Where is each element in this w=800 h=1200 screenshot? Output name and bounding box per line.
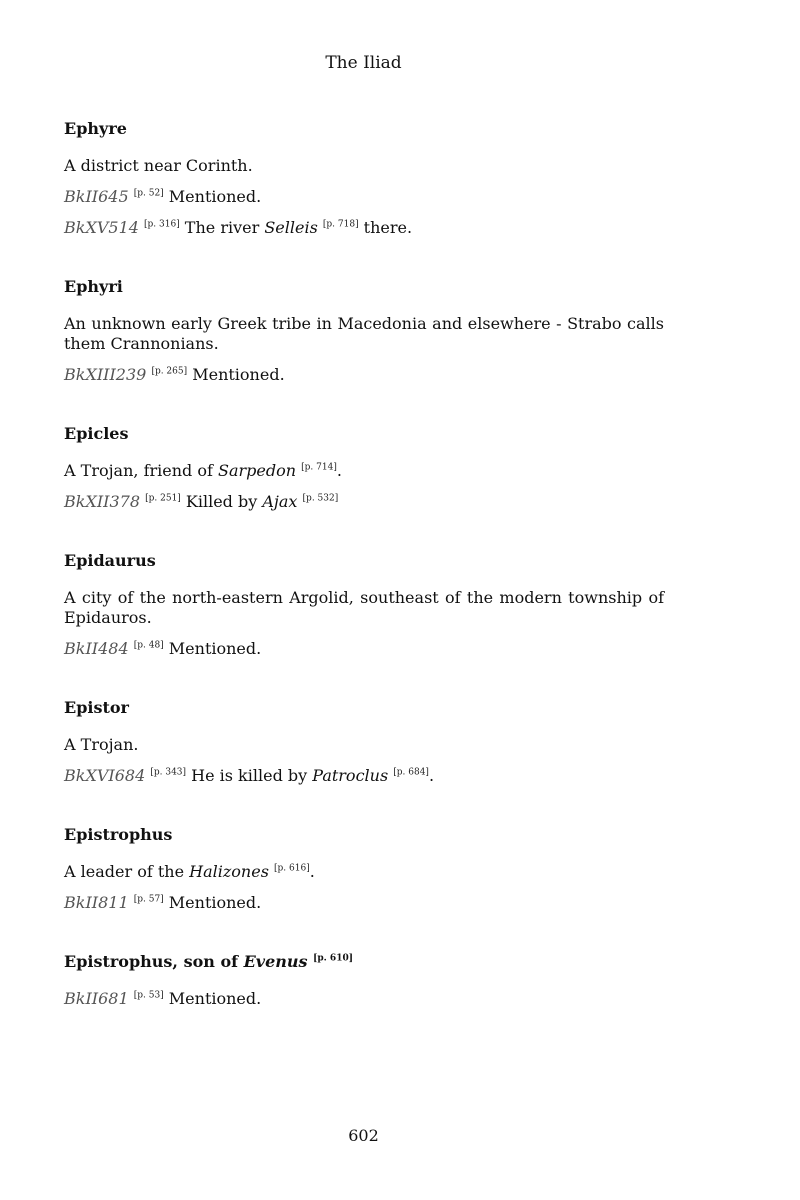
reference-line [64,766,664,786]
reference-text: . [428,766,435,785]
reference-line [64,492,664,512]
entry-description [64,862,664,882]
book-line-link[interactable]: BkII681 [64,989,129,1008]
entry-ephyri [64,274,664,385]
page-reference: [p. 684] [393,767,429,778]
reference-text: Mentioned. [163,893,262,912]
reference-text: Mentioned. [187,365,285,384]
entry-description: An unknown early Greek tribe in Macedonia and elsewhere - Strabo calls them Crannonians. [64,314,664,353]
page-reference: [p. 316] [144,219,180,230]
entry-epistrophus-son-of-evenus [64,949,664,1009]
description-text: . [309,862,315,881]
entry-description: A Trojan. [64,735,139,754]
cross-reference-link[interactable]: Evenus [243,952,308,971]
reference-line [64,187,664,207]
page-reference: [p. 532] [302,493,339,504]
glossary-content [64,116,664,1045]
reference-text: Mentioned. [163,639,262,658]
entry-epistor [64,695,664,786]
reference-line [64,639,664,659]
entry-title: Epicles [64,424,129,443]
book-line-link[interactable]: BkXIII239 [64,365,147,384]
entry-title: Epidaurus [64,551,156,570]
page-reference: [p. 251] [145,493,181,504]
page-reference: [p. 53] [133,990,164,1001]
reference-text: Mentioned. [163,187,262,206]
reference-text: Mentioned. [163,989,262,1008]
entry-epicles [64,421,664,512]
page-number: 602 [348,1126,379,1145]
entry-epidaurus [64,548,664,659]
book-line-link[interactable]: BkII811 [64,893,129,912]
book-line-link[interactable]: BkXII378 [64,492,141,511]
description-text: A leader of the [64,862,190,881]
entry-title: Ephyri [64,277,123,296]
cross-reference-link[interactable]: Selleis [264,218,318,237]
entry-epistrophus [64,822,664,913]
running-header: The Iliad [325,53,402,73]
cross-reference-link[interactable]: Ajax [262,492,298,511]
page-reference: [p. 57] [133,894,164,905]
entry-title [64,949,664,975]
book-line-link[interactable]: BkXV514 [64,218,139,237]
cross-reference-link[interactable]: Halizones [189,862,269,881]
entry-title: Epistrophus [64,825,173,844]
cross-reference-link[interactable]: Sarpedon [218,461,297,480]
page-reference: [p. 343] [150,767,187,778]
entry-ephyre [64,116,664,238]
reference-line [64,989,664,1009]
book-line-link[interactable]: BkII645 [64,187,129,206]
book-line-link[interactable]: BkII484 [64,639,129,658]
description-text: A Trojan, friend of [64,461,218,480]
page-reference: [p. 265] [151,366,188,377]
page-reference: [p. 52] [133,188,164,199]
page-reference: [p. 610] [313,953,353,964]
page-reference: [p. 616] [274,863,310,874]
page-reference: [p. 48] [133,640,164,651]
entry-description: A city of the north-eastern Argolid, southeast of the modern township of Epidauros. [64,588,664,627]
entry-title-text: Epistrophus, son of [64,952,244,971]
reference-text: He is killed by [186,766,313,785]
description-text: . [336,461,342,480]
reference-text: The river [179,218,265,237]
reference-line [64,893,664,913]
reference-text: Killed by [180,492,263,511]
book-line-link[interactable]: BkXVI684 [64,766,146,785]
reference-line [64,218,664,238]
cross-reference-link[interactable]: Patroclus [312,766,389,785]
reference-text: there. [358,218,413,237]
entry-title: Ephyre [64,119,127,138]
entry-description [64,461,664,481]
page-reference: [p. 714] [301,462,337,473]
entry-description: A district near Corinth. [64,156,253,175]
reference-line [64,365,664,385]
entry-title: Epistor [64,698,129,717]
page-reference: [p. 718] [322,219,359,230]
